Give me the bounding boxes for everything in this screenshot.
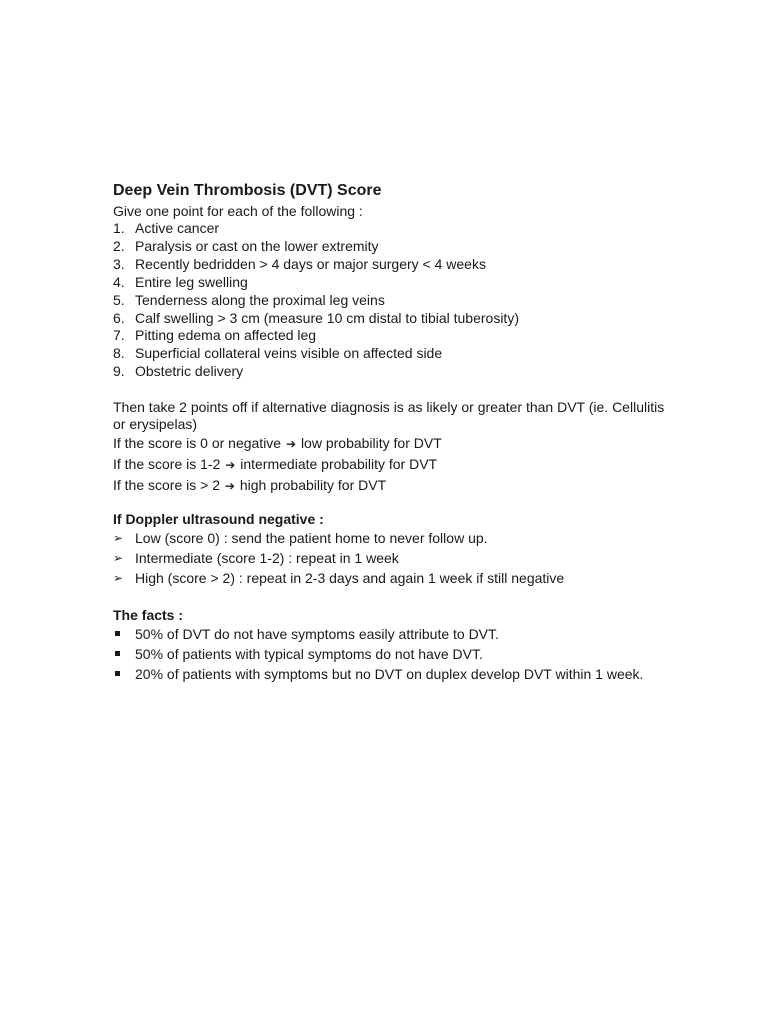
square-bullet-icon xyxy=(113,664,135,684)
criterion-text: Calf swelling > 3 cm (measure 10 cm distal to tibial tuberosity) xyxy=(135,309,519,326)
square-bullet-icon xyxy=(113,644,135,664)
list-item xyxy=(113,256,673,274)
list-item xyxy=(113,664,673,684)
rule-condition: If the score is 0 or negative xyxy=(113,435,282,452)
list-number: 6. xyxy=(113,309,125,326)
list-item xyxy=(113,220,673,238)
doppler-list xyxy=(113,528,673,588)
list-item xyxy=(113,327,673,345)
list-item xyxy=(113,568,673,588)
list-number: 8. xyxy=(113,345,125,362)
document-title: Deep Vein Thrombosis (DVT) Score xyxy=(113,182,382,199)
fact-item-text: 50% of patients with typical symptoms do not have DVT. xyxy=(135,646,483,663)
list-number: 1. xyxy=(113,220,125,236)
list-number: 9. xyxy=(113,363,125,380)
list-item xyxy=(113,310,673,328)
list-item xyxy=(113,292,673,310)
rule-result: intermediate probability for DVT xyxy=(240,456,438,473)
list-item xyxy=(113,345,673,363)
rule-condition: If the score is 1-2 xyxy=(113,456,221,473)
rule-result: high probability for DVT xyxy=(239,477,387,494)
square-bullet-icon xyxy=(113,624,135,644)
criterion-text: Entire leg swelling xyxy=(135,273,248,290)
list-number: 2. xyxy=(113,237,125,254)
doppler-item-text: High (score > 2) : repeat in 2-3 days and again 1 week if still negative xyxy=(135,570,565,587)
right-arrow-icon: ➔ xyxy=(225,458,236,473)
list-number: 7. xyxy=(113,327,125,344)
criterion-text: Superficial collateral veins visible on affected side xyxy=(135,345,443,362)
list-item xyxy=(113,624,673,644)
criterion-text: Pitting edema on affected leg xyxy=(135,327,317,344)
score-rule-high xyxy=(113,475,673,496)
list-item xyxy=(113,238,673,256)
criterion-text: Obstetric delivery xyxy=(135,363,244,380)
document-page xyxy=(113,180,673,684)
doppler-item-text: Intermediate (score 1-2) : repeat in 1 week xyxy=(135,550,399,567)
arrowhead-bullet-icon: ➢ xyxy=(113,571,124,586)
list-number: 5. xyxy=(113,291,125,308)
list-item xyxy=(113,644,673,664)
criteria-list xyxy=(113,220,673,381)
arrowhead-bullet-icon: ➢ xyxy=(113,551,124,566)
list-item xyxy=(113,274,673,292)
fact-item-text: 20% of patients with symptoms but no DVT on duplex develop DVT within 1 week. xyxy=(135,666,644,683)
right-arrow-icon: ➔ xyxy=(285,437,297,452)
deduction-paragraph: Then take 2 points off if alternative diagnosis is as likely or greater than DVT (ie. Cellulitis or erysipelas) xyxy=(113,399,665,433)
score-rule-intermediate xyxy=(113,454,673,475)
list-item xyxy=(113,363,673,381)
score-rule-low xyxy=(113,433,673,454)
list-item xyxy=(113,548,673,568)
criterion-text: Active cancer xyxy=(135,220,220,236)
doppler-heading: If Doppler ultrasound negative : xyxy=(113,511,324,528)
arrowhead-bullet-icon: ➢ xyxy=(113,531,124,546)
list-number: 4. xyxy=(113,273,125,290)
rule-condition: If the score is > 2 xyxy=(113,477,220,494)
list-number: 3. xyxy=(113,255,125,272)
facts-list xyxy=(113,624,673,684)
intro-text: Give one point for each of the following : xyxy=(113,203,363,219)
rule-result: low probability for DVT xyxy=(300,435,442,452)
criterion-text: Recently bedridden > 4 days or major surgery < 4 weeks xyxy=(135,255,486,272)
criterion-text: Tenderness along the proximal leg veins xyxy=(135,291,385,308)
fact-item-text: 50% of DVT do not have symptoms easily attribute to DVT. xyxy=(135,626,499,643)
doppler-item-text: Low (score 0) : send the patient home to never follow up. xyxy=(135,530,488,547)
facts-heading: The facts : xyxy=(113,607,184,624)
right-arrow-icon: ➔ xyxy=(224,479,235,494)
criterion-text: Paralysis or cast on the lower extremity xyxy=(135,237,379,254)
list-item xyxy=(113,528,673,548)
